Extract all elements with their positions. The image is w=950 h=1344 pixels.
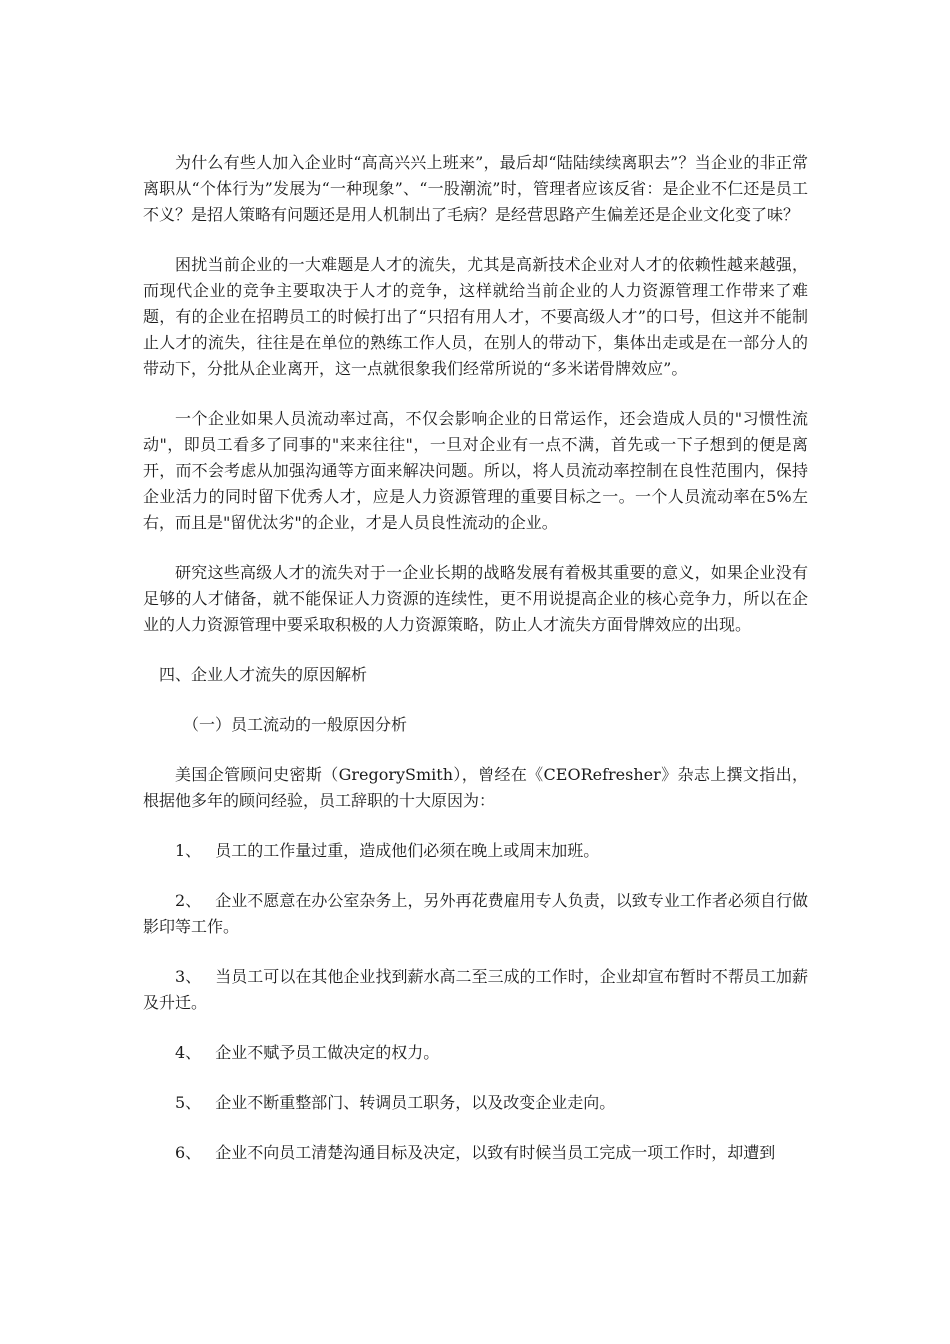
list-item xyxy=(143,1090,808,1116)
list-item-number: 5、 xyxy=(175,1093,202,1112)
paragraph: 一个企业如果人员流动率过高，不仅会影响企业的日常运作，还会造成人员的"习惯性流动"，即员工看多了同事的"来来往往"，一旦对企业有一点不满，首先或一下子想到的便是离开，而不会考虑从加强沟通等方面来解决问题。所以，将人员流动率控制在良性范围内，保持企业活力的同时留下优秀人才，应是人力资源管理的重要目标之一。一个人员流动率在5%左右，而且是"留优汰劣"的企业，才是人员良性流动的企业。 xyxy=(143,409,808,532)
intro-paragraph: 美国企管顾问史密斯（GregorySmith），曾经在《CEORefresher》杂志上撰文指出，根据他多年的顾问经验，员工辞职的十大原因为： xyxy=(143,765,808,810)
list-item xyxy=(143,1140,808,1166)
list-item-number: 4、 xyxy=(175,1043,202,1062)
list-item xyxy=(143,838,808,864)
list-item xyxy=(143,964,808,1016)
list-item-text: 企业不赋予员工做决定的权力。 xyxy=(215,1043,440,1062)
paragraph: 困扰当前企业的一大难题是人才的流失，尤其是高新技术企业对人才的依赖性越来越强，而现代企业的竞争主要取决于人才的竞争，这样就给当前企业的人力资源管理工作带来了难题，有的企业在招聘员工的时候打出了“只招有用人才，不要高级人才”的口号，但这并不能制止人才的流失，往往是在单位的熟练工作人员，在别人的带动下，集体出走或是在一部分人的带动下，分批从企业离开，这一点就很象我们经常所说的“多米诺骨牌效应”。 xyxy=(143,255,808,378)
list-item-number: 6、 xyxy=(175,1143,202,1162)
list-item-text: 企业不断重整部门、转调员工职务，以及改变企业走向。 xyxy=(215,1093,616,1112)
list-item-text: 员工的工作量过重，造成他们必须在晚上或周末加班。 xyxy=(215,841,600,860)
list-item-number: 3、 xyxy=(175,967,202,986)
list-item-text: 企业不向员工清楚沟通目标及决定，以致有时候当员工完成一项工作时，却遭到 xyxy=(215,1143,776,1162)
list-item-text: 企业不愿意在办公室杂务上，另外再花费雇用专人负责，以致专业工作者必须自行做影印等工作。 xyxy=(143,891,808,936)
list-item-text: 当员工可以在其他企业找到薪水高二至三成的工作时，企业却宣布暂时不帮员工加薪及升迁。 xyxy=(143,967,808,1012)
subsection-heading: （一）员工流动的一般原因分析 xyxy=(183,715,408,734)
list-item-number: 1、 xyxy=(175,841,202,860)
document-body xyxy=(143,150,808,1190)
paragraph: 为什么有些人加入企业时“高高兴兴上班来”，最后却“陆陆续续离职去”？当企业的非正常离职从“个体行为”发展为“一种现象”、“一股潮流”时，管理者应该反省：是企业不仁还是员工不义？是招人策略有问题还是用人机制出了毛病？是经营思路产生偏差还是企业文化变了味？ xyxy=(143,153,808,224)
list-item xyxy=(143,888,808,940)
list-item-number: 2、 xyxy=(175,891,202,910)
paragraph: 研究这些高级人才的流失对于一企业长期的战略发展有着极其重要的意义，如果企业没有足够的人才储备，就不能保证人力资源的连续性，更不用说提高企业的核心竞争力，所以在企业的人力资源管理中要采取积极的人力资源策略，防止人才流失方面骨牌效应的出现。 xyxy=(143,563,808,634)
section-heading: 四、企业人才流失的原因解析 xyxy=(159,665,368,684)
list-item xyxy=(143,1040,808,1066)
